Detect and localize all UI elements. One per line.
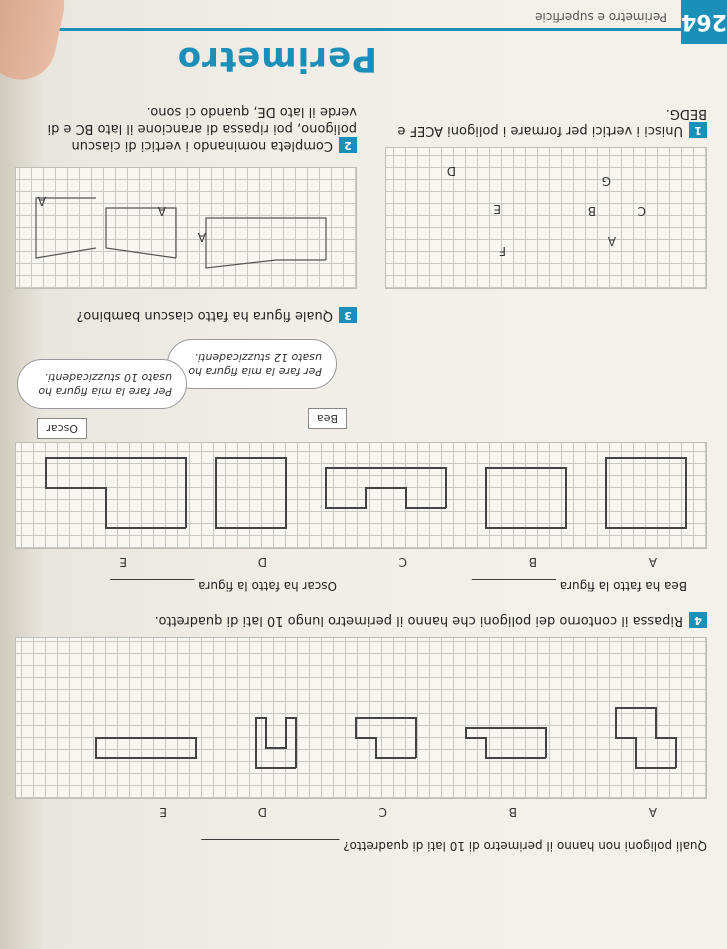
exercise-1-grid[interactable] xyxy=(385,147,707,289)
fig4-label-b: B xyxy=(508,805,517,819)
point-f: F xyxy=(499,244,506,258)
exercise-1-number: 1 xyxy=(689,123,707,139)
fig4-label-d: D xyxy=(257,805,267,819)
exercise-2-grid xyxy=(15,167,357,289)
exercise-3-figures xyxy=(16,443,706,548)
point-b: B xyxy=(587,204,596,218)
fig3-label-e: E xyxy=(119,555,127,569)
fig4-label-e: E xyxy=(159,805,167,819)
polygon-label-2: A xyxy=(157,204,166,218)
exercise-2-text: Completa nominando i vertici di ciascun poligono, poi ripassa di arancione il lato BC e di verde il lato DE, quando ci sono. xyxy=(47,104,357,153)
exercise-2-polygons xyxy=(16,168,356,288)
point-e: E xyxy=(493,202,501,216)
polygon-label-3: A xyxy=(37,194,46,208)
point-a: A xyxy=(607,234,616,248)
exercise-4-instruction xyxy=(17,612,707,629)
exercise-1-text: Unisci i vertici per formare i poligoni ACEF e BEDG. xyxy=(397,106,707,138)
exercise-1-instruction xyxy=(387,105,707,139)
fig4-label-c: C xyxy=(378,805,387,819)
exercise-3-grid xyxy=(15,442,707,549)
fig4-label-a: A xyxy=(648,805,657,819)
point-c: C xyxy=(637,204,646,218)
fig3-label-b: B xyxy=(528,555,537,569)
exercise-4-question: Quali poligoni non hanno il perimetro di 10 lati di quadretto? _______________________ xyxy=(201,839,707,853)
oscar-speech-bubble: Per fare la mia figura ho usato 10 stuzzicadenti. xyxy=(17,359,187,409)
fig3-label-d: D xyxy=(257,555,267,569)
bea-name: Bea xyxy=(308,408,347,429)
exercise-4-number: 4 xyxy=(689,613,707,629)
oscar-name: Oscar xyxy=(37,418,87,439)
polygon-label-1: A xyxy=(197,230,206,244)
fig3-label-c: C xyxy=(398,555,407,569)
section-label: Perimetro e superficie xyxy=(535,10,667,24)
exercise-3-question xyxy=(17,307,357,324)
answer-bea: Bea ha fatto la figura ______________ xyxy=(471,579,687,593)
exercise-2-instruction xyxy=(17,103,357,154)
point-d: D xyxy=(446,164,456,178)
header-bar xyxy=(0,28,727,31)
exercise-3-number: 3 xyxy=(339,308,357,324)
exercise-2-number: 2 xyxy=(339,138,357,154)
page-title: Perimetro xyxy=(176,39,377,79)
page-number: 264 xyxy=(681,0,727,44)
exercise-4-grid[interactable] xyxy=(15,637,707,799)
point-g: G xyxy=(601,174,611,188)
fig3-label-a: A xyxy=(648,555,657,569)
answer-oscar: Oscar ha fatto la figura ______________ xyxy=(110,579,337,593)
exercise-4-figures xyxy=(16,638,706,798)
exercise-4-text: Ripassa il contorno dei poligoni che hanno il perimetro lungo 10 lati di quadretto. xyxy=(154,613,683,628)
bea-speech-bubble: Per fare la mia figura ho usato 12 stuzzicadenti. xyxy=(167,339,337,389)
exercise-3-text: Quale figura ha fatto ciascun bambino? xyxy=(76,308,333,323)
